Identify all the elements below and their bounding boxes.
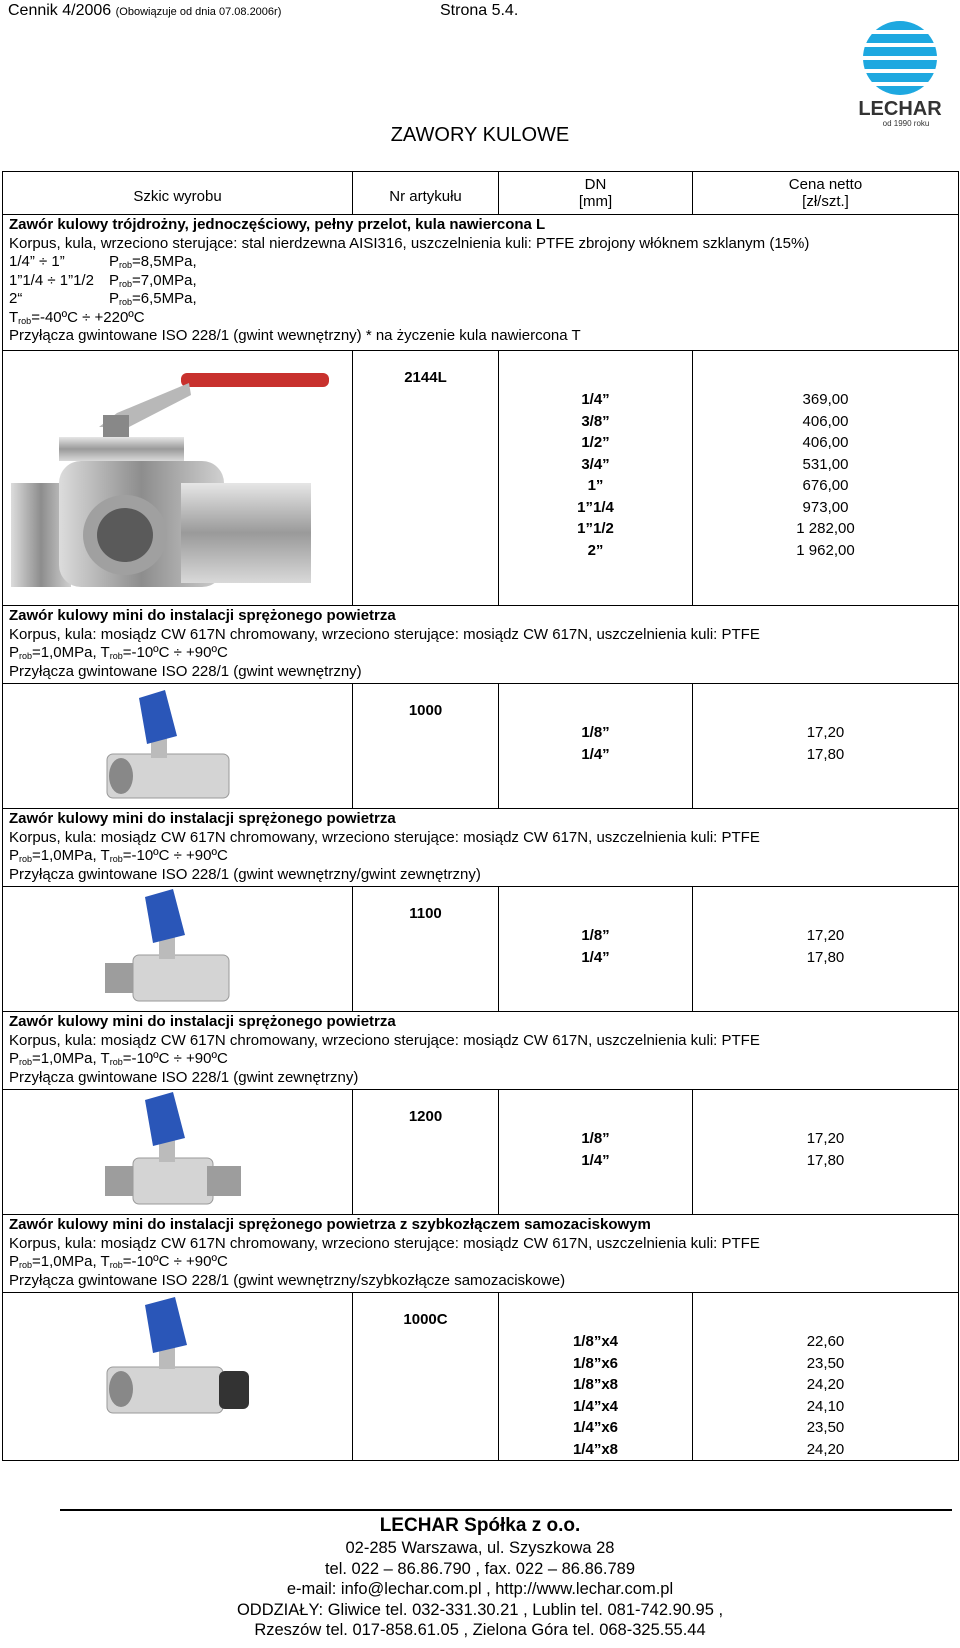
list-item: 1/4”x8 xyxy=(572,1440,619,1458)
col-article: Nr artykułu xyxy=(353,172,499,215)
list-item: 1/8” xyxy=(581,927,610,944)
price-list xyxy=(693,1293,959,1461)
list-item: 17,20 xyxy=(806,724,845,741)
mini-valve-image xyxy=(103,1092,243,1210)
company-address: 02-285 Warszawa, ul. Szyszkowa 28 xyxy=(345,1539,615,1557)
pressure-line-1: 1/4” ÷ 1” $P_{rob}=8,5MPa$, xyxy=(9,253,197,270)
list-item: 23,50 xyxy=(806,1419,845,1436)
list-item: 2” xyxy=(587,541,604,559)
product-description xyxy=(3,1012,959,1090)
mini-valve-image xyxy=(103,688,233,804)
dn-list xyxy=(499,1293,693,1461)
price-list xyxy=(693,351,959,606)
mini-valve-quick-coupler-image xyxy=(103,1297,253,1421)
list-item: 406,00 xyxy=(802,412,849,430)
product-connection: Przyłącza gwintowane ISO 228/1 (gwint wewnętrzny/szybkozłącze samozaciskowe) xyxy=(9,1271,566,1289)
list-item: 1/4” xyxy=(581,391,610,408)
product-title: Zawór kulowy mini do instalacji sprężonego powietrza xyxy=(9,1013,396,1030)
pricelist-label: Cennik 4/2006 xyxy=(8,2,112,19)
product-row xyxy=(3,1293,959,1461)
article-number: 1200 xyxy=(353,1090,499,1215)
list-item: 17,80 xyxy=(806,745,845,763)
dn-list xyxy=(499,887,693,1012)
list-item: 406,00 xyxy=(802,434,849,451)
list-item: 1/4” xyxy=(581,948,610,966)
list-item: 973,00 xyxy=(802,498,849,516)
list-item: 17,80 xyxy=(806,948,845,966)
dn-list xyxy=(499,684,693,809)
company-phone: tel. 022 – 86.86.790 , fax. 022 – 86.86.789 xyxy=(324,1559,636,1578)
list-item: 369,00 xyxy=(802,391,849,408)
col-sketch: Szkic wyrobu xyxy=(3,172,353,215)
product-description xyxy=(3,606,959,684)
pressure-line-2: 1”1/4 ÷ 1”1/2 $P_{rob}=7,0MPa$, xyxy=(9,271,197,289)
list-item: 3/8” xyxy=(581,412,610,430)
list-item: 22,60 xyxy=(806,1333,845,1350)
article-number: 1100 xyxy=(353,887,499,1012)
pressure-line-3: 2“ $P_{rob}=6,5MPa$, xyxy=(9,290,197,307)
list-item: 24,10 xyxy=(806,1397,845,1415)
list-item: 1/4” xyxy=(581,1151,610,1169)
product-title: Zawór kulowy trójdrożny, jednoczęściowy, pełny przelot, kula nawiercona L xyxy=(9,216,546,233)
page-number: Strona 5.4. xyxy=(440,2,519,19)
product-title: Zawór kulowy mini do instalacji sprężonego powietrza xyxy=(9,607,396,624)
company-branches-2: Rzeszów tel. 017-858.61.05 , Zielona Góra tel. 068-325.55.44 xyxy=(254,1621,706,1639)
page-footer xyxy=(0,1514,960,1641)
product-title: Zawór kulowy mini do instalacji sprężonego powietrza xyxy=(9,810,396,827)
list-item: 1/8”x4 xyxy=(572,1333,619,1350)
price-list xyxy=(693,1090,959,1215)
list-item: 1” xyxy=(587,477,604,494)
product-row xyxy=(3,351,959,606)
product-material: Korpus, kula: mosiądz CW 617N chromowany, wrzeciono sterujące: mosiądz CW 617N, uszczelnienia kuli: PTFE xyxy=(9,1031,760,1049)
list-item: 3/4” xyxy=(581,455,610,473)
list-item: 1”1/4 xyxy=(577,498,614,516)
lechar-logo xyxy=(850,20,950,128)
list-item: 23,50 xyxy=(806,1354,845,1372)
list-item: 17,20 xyxy=(806,927,845,944)
page-header xyxy=(8,2,519,20)
list-item: 1 962,00 xyxy=(796,541,855,559)
col-price: Cena netto [zł/szt.] xyxy=(693,172,959,215)
list-item: 24,20 xyxy=(806,1376,845,1393)
operating-conditions: $P_{rob}=1,0MPa$, $T_{rob}=-10ºC$ ÷ +90ºC xyxy=(9,1253,228,1270)
temperature-line: $T_{rob}=-40ºC$ ÷ +220ºC xyxy=(9,308,145,326)
company-name: LECHAR Spółka z o.o. xyxy=(379,1515,581,1536)
product-sketch xyxy=(3,684,353,809)
operating-conditions: $P_{rob}=1,0MPa$, $T_{rob}=-10ºC$ ÷ +90ºC xyxy=(9,1050,228,1067)
product-title: Zawór kulowy mini do instalacji sprężonego powietrza z szybkozłączem samozaciskowym xyxy=(9,1216,651,1233)
list-item: 531,00 xyxy=(802,455,849,473)
list-item: 1/8”x8 xyxy=(572,1376,619,1393)
col-dn: DN [mm] xyxy=(499,172,693,215)
product-connection: Przyłącza gwintowane ISO 228/1 (gwint wewnętrzny) xyxy=(9,662,362,680)
article-number: 1000C xyxy=(353,1293,499,1461)
product-connection: Przyłącza gwintowane ISO 228/1 (gwint wewnętrzny/gwint zewnętrzny) xyxy=(9,865,481,883)
list-item: 1/8”x6 xyxy=(572,1354,619,1372)
product-material: Korpus, kula: mosiądz CW 617N chromowany, wrzeciono sterujące: mosiądz CW 617N, uszczelnienia kuli: PTFE xyxy=(9,1234,760,1252)
product-material: Korpus, kula, wrzeciono sterujące: stal nierdzewna AISI316, uszczelnienia kuli: PTFE zbrojony włóknem szklanym (15%) xyxy=(9,234,810,252)
logo-brand: LECHAR xyxy=(858,98,942,120)
logo-since: od 1990 roku xyxy=(882,119,930,128)
list-item: 24,20 xyxy=(806,1440,845,1458)
product-sketch xyxy=(3,1090,353,1215)
list-item: 1/4”x4 xyxy=(572,1397,619,1415)
product-sketch xyxy=(3,1293,353,1461)
product-connection: Przyłącza gwintowane ISO 228/1 (gwint zewnętrzny) xyxy=(9,1068,359,1086)
product-material: Korpus, kula: mosiądz CW 617N chromowany, wrzeciono sterujące: mosiądz CW 617N, uszczelnienia kuli: PTFE xyxy=(9,625,760,643)
product-material: Korpus, kula: mosiądz CW 617N chromowany, wrzeciono sterujące: mosiądz CW 617N, uszczelnienia kuli: PTFE xyxy=(9,828,760,846)
dn-list xyxy=(499,351,693,606)
list-item: 1/4” xyxy=(581,745,610,763)
price-table xyxy=(2,171,959,1461)
valve-3way-image xyxy=(9,365,339,595)
product-sketch xyxy=(3,351,353,606)
product-row xyxy=(3,887,959,1012)
product-connection: Przyłącza gwintowane ISO 228/1 (gwint wewnętrzny) * na życzenie kula nawiercona T xyxy=(9,327,581,344)
footer-divider xyxy=(60,1509,952,1511)
list-item: 1/4”x6 xyxy=(572,1419,619,1436)
operating-conditions: $P_{rob}=1,0MPa$, $T_{rob}=-10ºC$ ÷ +90ºC xyxy=(9,644,228,661)
product-description xyxy=(3,1215,959,1293)
list-item: 1/2” xyxy=(581,434,610,451)
company-email: e-mail: info@lechar.com.pl , http://www.lechar.com.pl xyxy=(286,1580,674,1598)
article-number: 2144L xyxy=(353,351,499,606)
product-row xyxy=(3,684,959,809)
article-number: 1000 xyxy=(353,684,499,809)
validity-note: (Obowiązuje od dnia 07.08.2006r) xyxy=(115,6,282,18)
price-list xyxy=(693,684,959,809)
list-item: 1”1/2 xyxy=(577,520,614,537)
list-item: 1 282,00 xyxy=(796,520,855,537)
list-item: 1/8” xyxy=(581,724,610,741)
company-branches-1: ODDZIAŁY: Gliwice tel. 032-331.30.21 , Lublin tel. 081-742.90.95 , xyxy=(236,1600,724,1619)
table-header-row xyxy=(3,172,959,215)
product-sketch xyxy=(3,887,353,1012)
list-item: 17,20 xyxy=(806,1130,845,1147)
price-list xyxy=(693,887,959,1012)
product-description xyxy=(3,809,959,887)
product-description xyxy=(3,215,959,351)
list-item: 676,00 xyxy=(802,477,849,494)
list-item: 17,80 xyxy=(806,1151,845,1169)
page-title: ZAWORY KULOWE xyxy=(390,124,570,146)
operating-conditions: $P_{rob}=1,0MPa$, $T_{rob}=-10ºC$ ÷ +90ºC xyxy=(9,847,228,864)
mini-valve-image xyxy=(103,889,233,1007)
dn-list xyxy=(499,1090,693,1215)
list-item: 1/8” xyxy=(581,1130,610,1147)
product-row xyxy=(3,1090,959,1215)
